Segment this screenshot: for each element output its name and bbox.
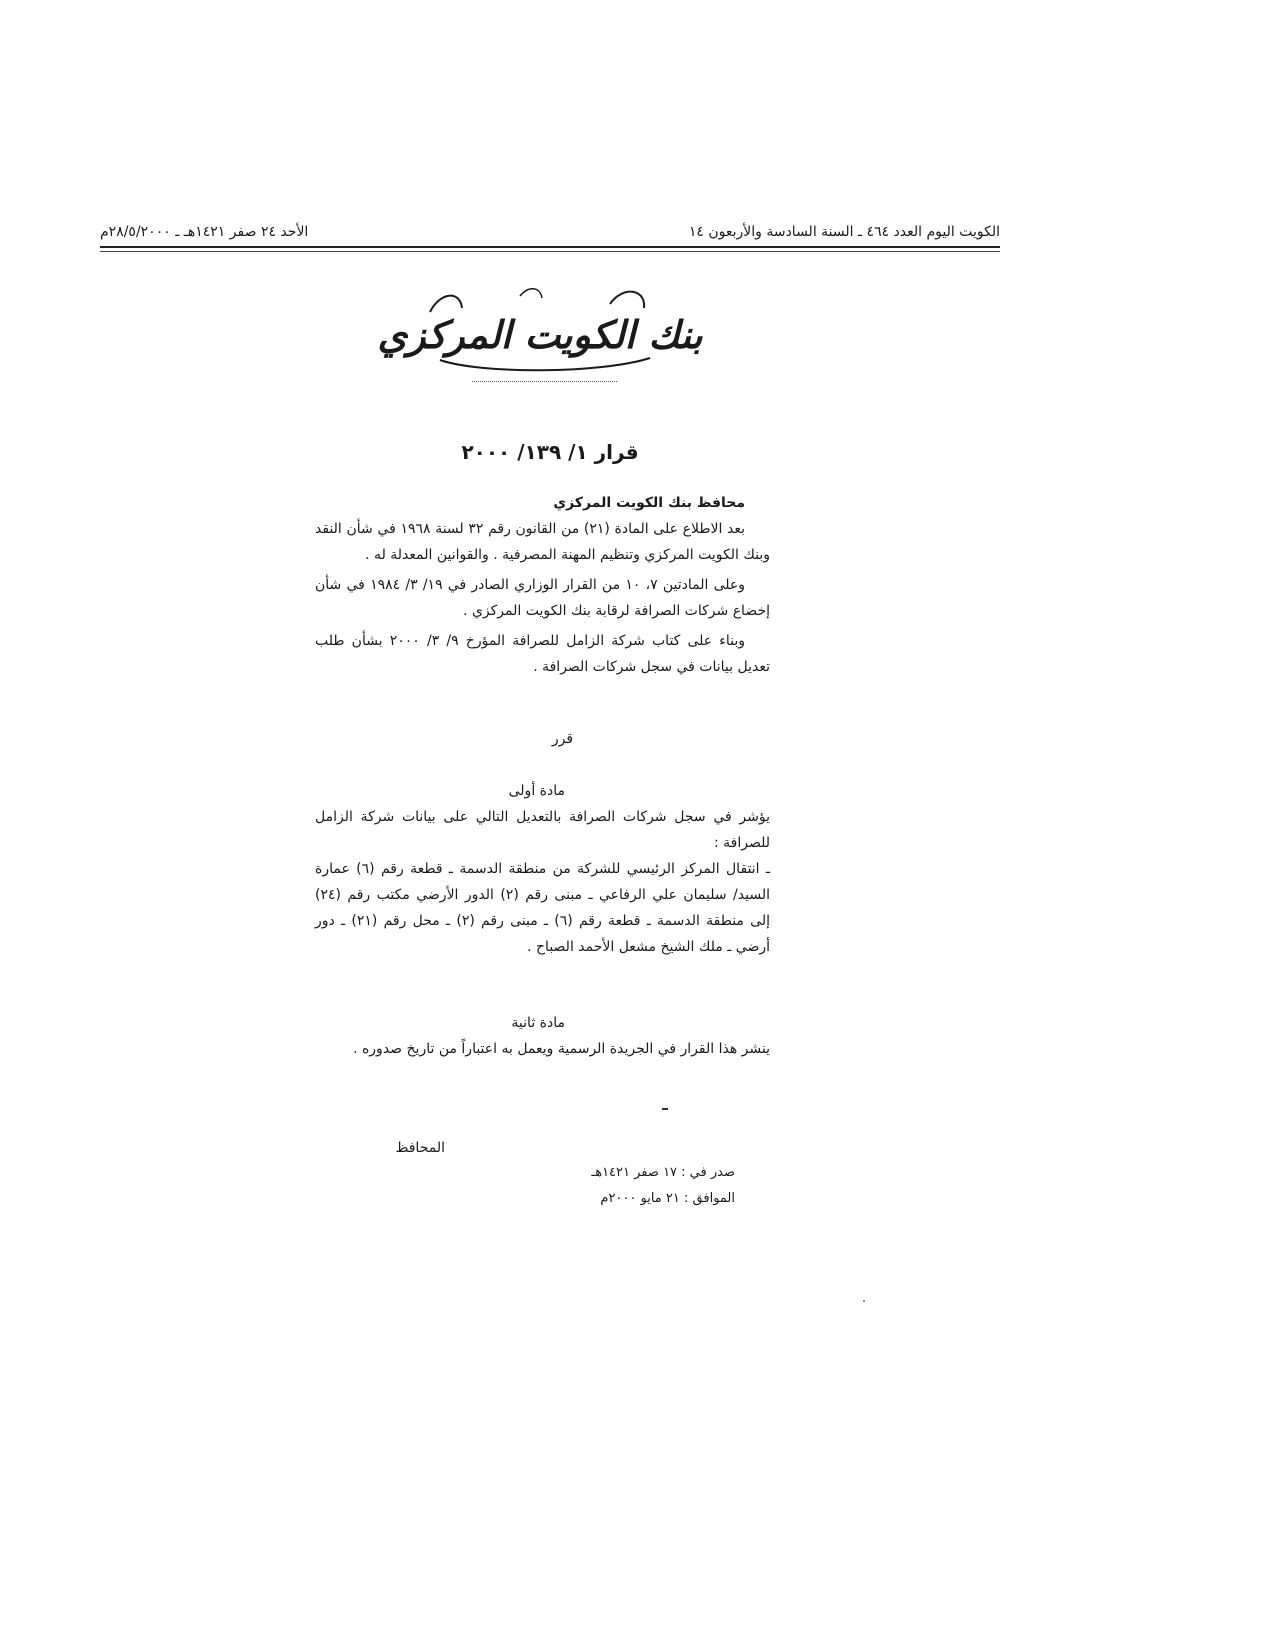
preamble-paragraph: وعلى المادتين ٧، ١٠ من القرار الوزاري الصادر في ١٩/ ٣/ ١٩٨٤ في شأن إخضاع شركات الصرافة لرقابة بنك الكويت المركزي . [315,577,770,619]
article-1-paragraph: يؤشر في سجل شركات الصرافة بالتعديل التالي على بيانات شركة الزامل للصرافة : [315,809,770,851]
preamble-paragraph: بعد الاطلاع على المادة (٢١) من القانون رقم ٣٢ لسنة ١٩٦٨ في شأن النقد وبنك الكويت المركزي وتنظيم المهنة المصرفية . والقوانين المعدلة له . [315,521,770,563]
decided-heading: قرر [551,731,574,747]
corresponding-date: الموافق : ٢١ مايو ٢٠٠٠م [600,1191,735,1206]
article-2-title: مادة ثانية [511,1015,565,1031]
preamble-paragraph: وبناء على كتاب شركة الزامل للصرافة المؤرخ ٩/ ٣/ ٢٠٠٠ بشأن طلب تعديل بيانات في سجل شركات الصرافة . [315,633,770,675]
decree-title: قرار ١/ ١٣٩/ ٢٠٠٠ [461,440,639,464]
logo-text: بنك الكويت المركزي [377,312,703,357]
signature-title: المحافظ [395,1140,445,1156]
issued-date: صدر في : ١٧ صفر ١٤٢١هـ [591,1165,735,1180]
article-1-title: مادة أولى [508,783,565,799]
decree-body [315,490,770,1062]
header-rule-thin [100,251,1000,252]
separator-dash [662,1108,668,1110]
header-publication: الكويت اليوم العدد ٤٦٤ ـ السنة السادسة والأربعون ١٤ [688,224,1000,240]
article-2 [315,1010,770,1062]
header-rule [100,246,1000,248]
logo-divider [472,381,617,382]
decree-issuer: محافظ بنك الكويت المركزي [553,495,745,511]
issue-dates [545,1160,735,1212]
article-2-paragraph: ينشر هذا القرار في الجريدة الرسمية ويعمل به اعتباراً من تاريخ صدوره . [353,1041,770,1057]
central-bank-logo [377,282,703,382]
header-date: الأحد ٢٤ صفر ١٤٢١هـ ـ ٢٨/٥/٢٠٠٠م [100,224,309,240]
scan-speck [863,1300,865,1302]
article-1-paragraph: ـ انتقال المركز الرئيسي للشركة من منطقة الدسمة ـ قطعة رقم (٦) عمارة السيد/ سليمان علي الرفاعي ـ مبنى رقم (٢) الدور الأرضي مكتب رقم (٢٤) إلى منطقة الدسمة ـ قطعة رقم (٦) ـ مبنى رقم (٢) ـ محل رقم (٢١) ـ دور أرضي ـ ملك الشيخ مشعل الأحمد الصباح . [315,861,770,955]
